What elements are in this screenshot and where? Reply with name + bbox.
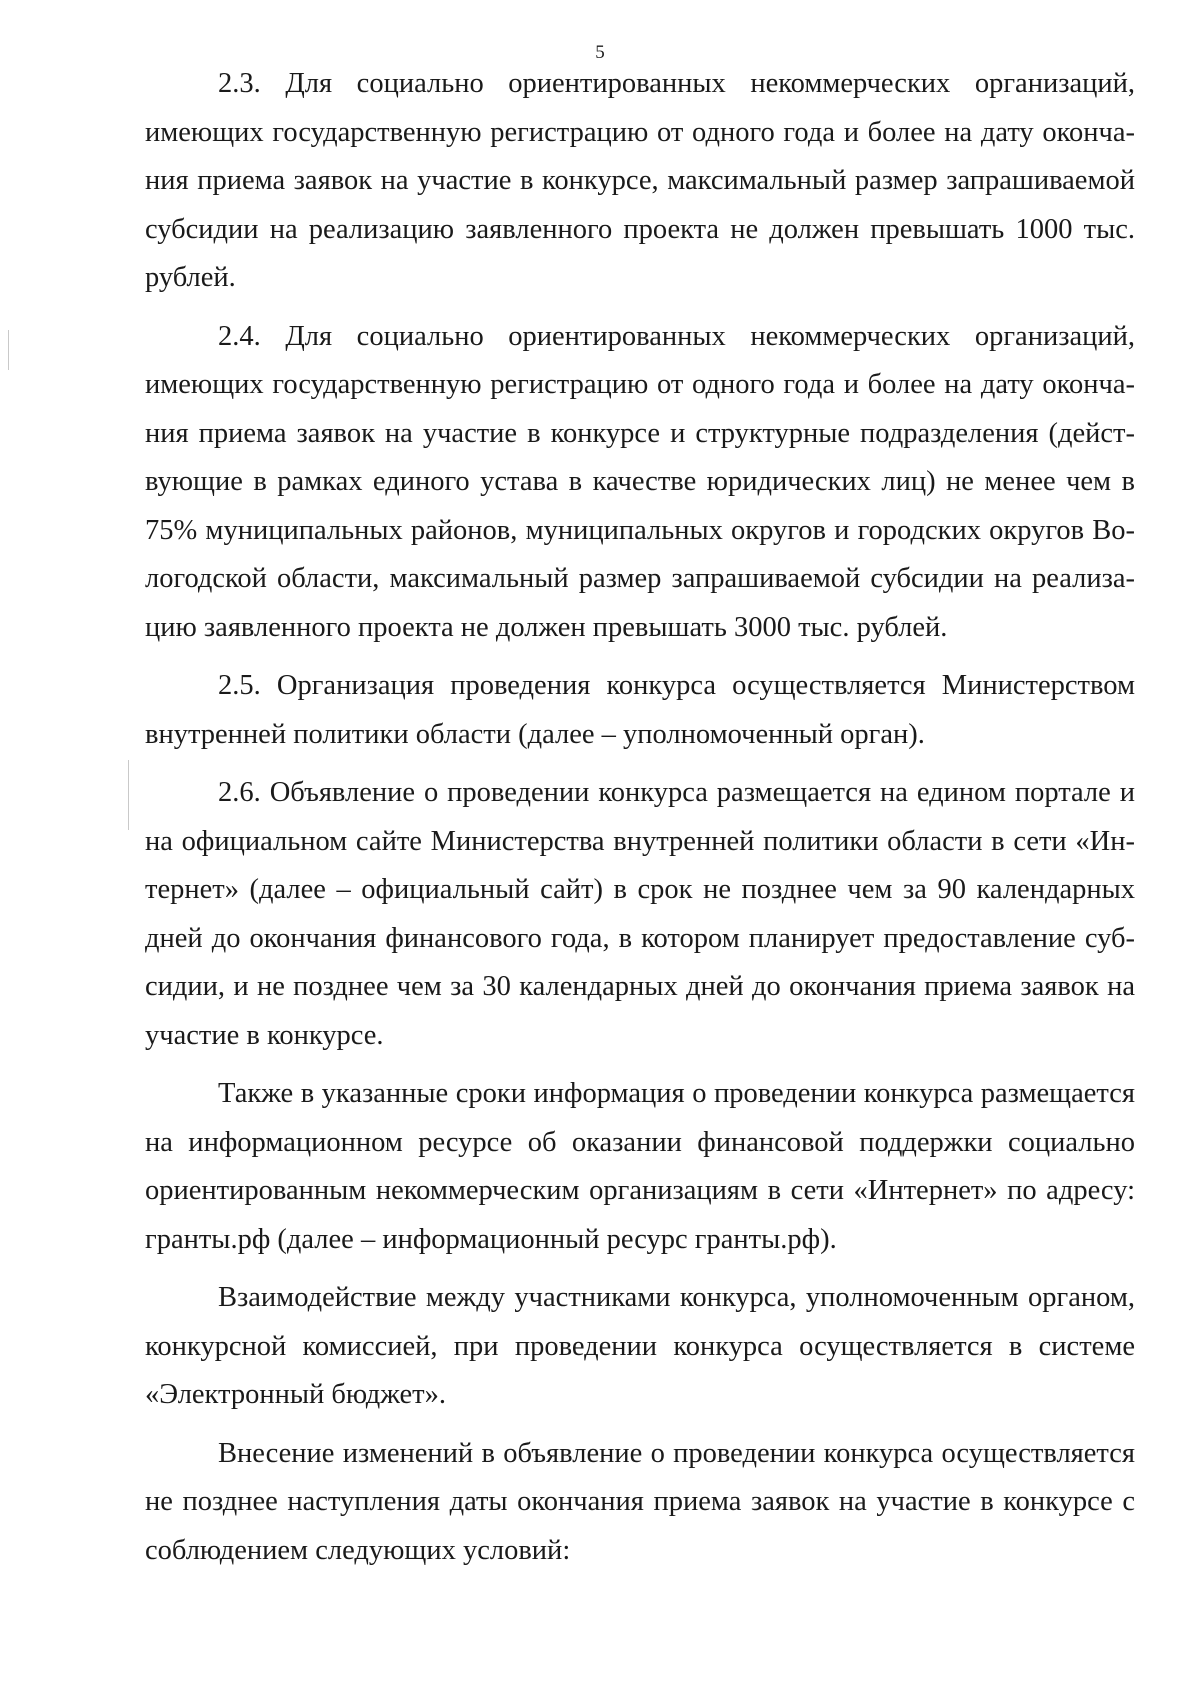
paragraph-2-3: 2.3. Для социально ориентированных некоммерческих организаций, имеющих государственную регистрацию от одного года и более на дату окончания приема заявок на участие в конкурсе, максимальный размер запрашиваемой субсидии на реализацию заявленного проекта не должен превышать 1000 тыс. рублей. xyxy=(145,68,1135,293)
document-body xyxy=(145,60,1135,1575)
scan-mark xyxy=(128,760,129,830)
scan-mark xyxy=(8,330,9,370)
page-number: 5 xyxy=(595,42,605,63)
paragraph-2-5: 2.5. Организация проведения конкурса осуществляется Министерством внутренней политики области (далее – уполномоченный орган). xyxy=(145,670,1135,750)
paragraph-announcement-changes: Внесение изменений в объявление о проведении конкурса осуществляется не позднее наступления даты окончания приема заявок на участие в конкурсе с соблюдением следующих условий: xyxy=(145,1437,1135,1566)
paragraph-electronic-budget: Взаимодействие между участниками конкурса, уполномоченным органом, конкурсной комиссией, при проведении конкурса осуществляется в системе «Электронный бюджет». xyxy=(145,1282,1135,1410)
paragraph-granty-resource: Также в указанные сроки информация о проведении конкурса размещается на информационном ресурсе об оказании финансовой поддержки социально ориентированным некоммерческим организациям в сети «Интернет» по адресу: гранты.рф (далее – информационный ресурс гранты.рф). xyxy=(145,1078,1135,1255)
paragraph-2-4: 2.4. Для социально ориентированных некоммерческих организаций, имеющих государственную регистрацию от одного года и более на дату окончания приема заявок на участие в конкурсе и структурные подразделения (действующие в рамках единого устава в качестве юридических лиц) не менее чем в 75% муниципальных районов, муниципальных округов и городских округов Вологодской области, максимальный размер запрашиваемой субсидии на реализацию заявленного проекта не должен превышать 3000 тыс. рублей. xyxy=(145,320,1135,643)
paragraph-2-6: 2.6. Объявление о проведении конкурса размещается на едином портале и на официальном сайте Министерства внутренней политики области в сети «Интернет» (далее – официальный сайт) в срок не позднее чем за 90 календарных дней до окончания финансового года, в котором планирует предоставление субсидии, и не позднее чем за 30 календарных дней до окончания приема заявок на участие в конкурсе. xyxy=(145,777,1135,1051)
